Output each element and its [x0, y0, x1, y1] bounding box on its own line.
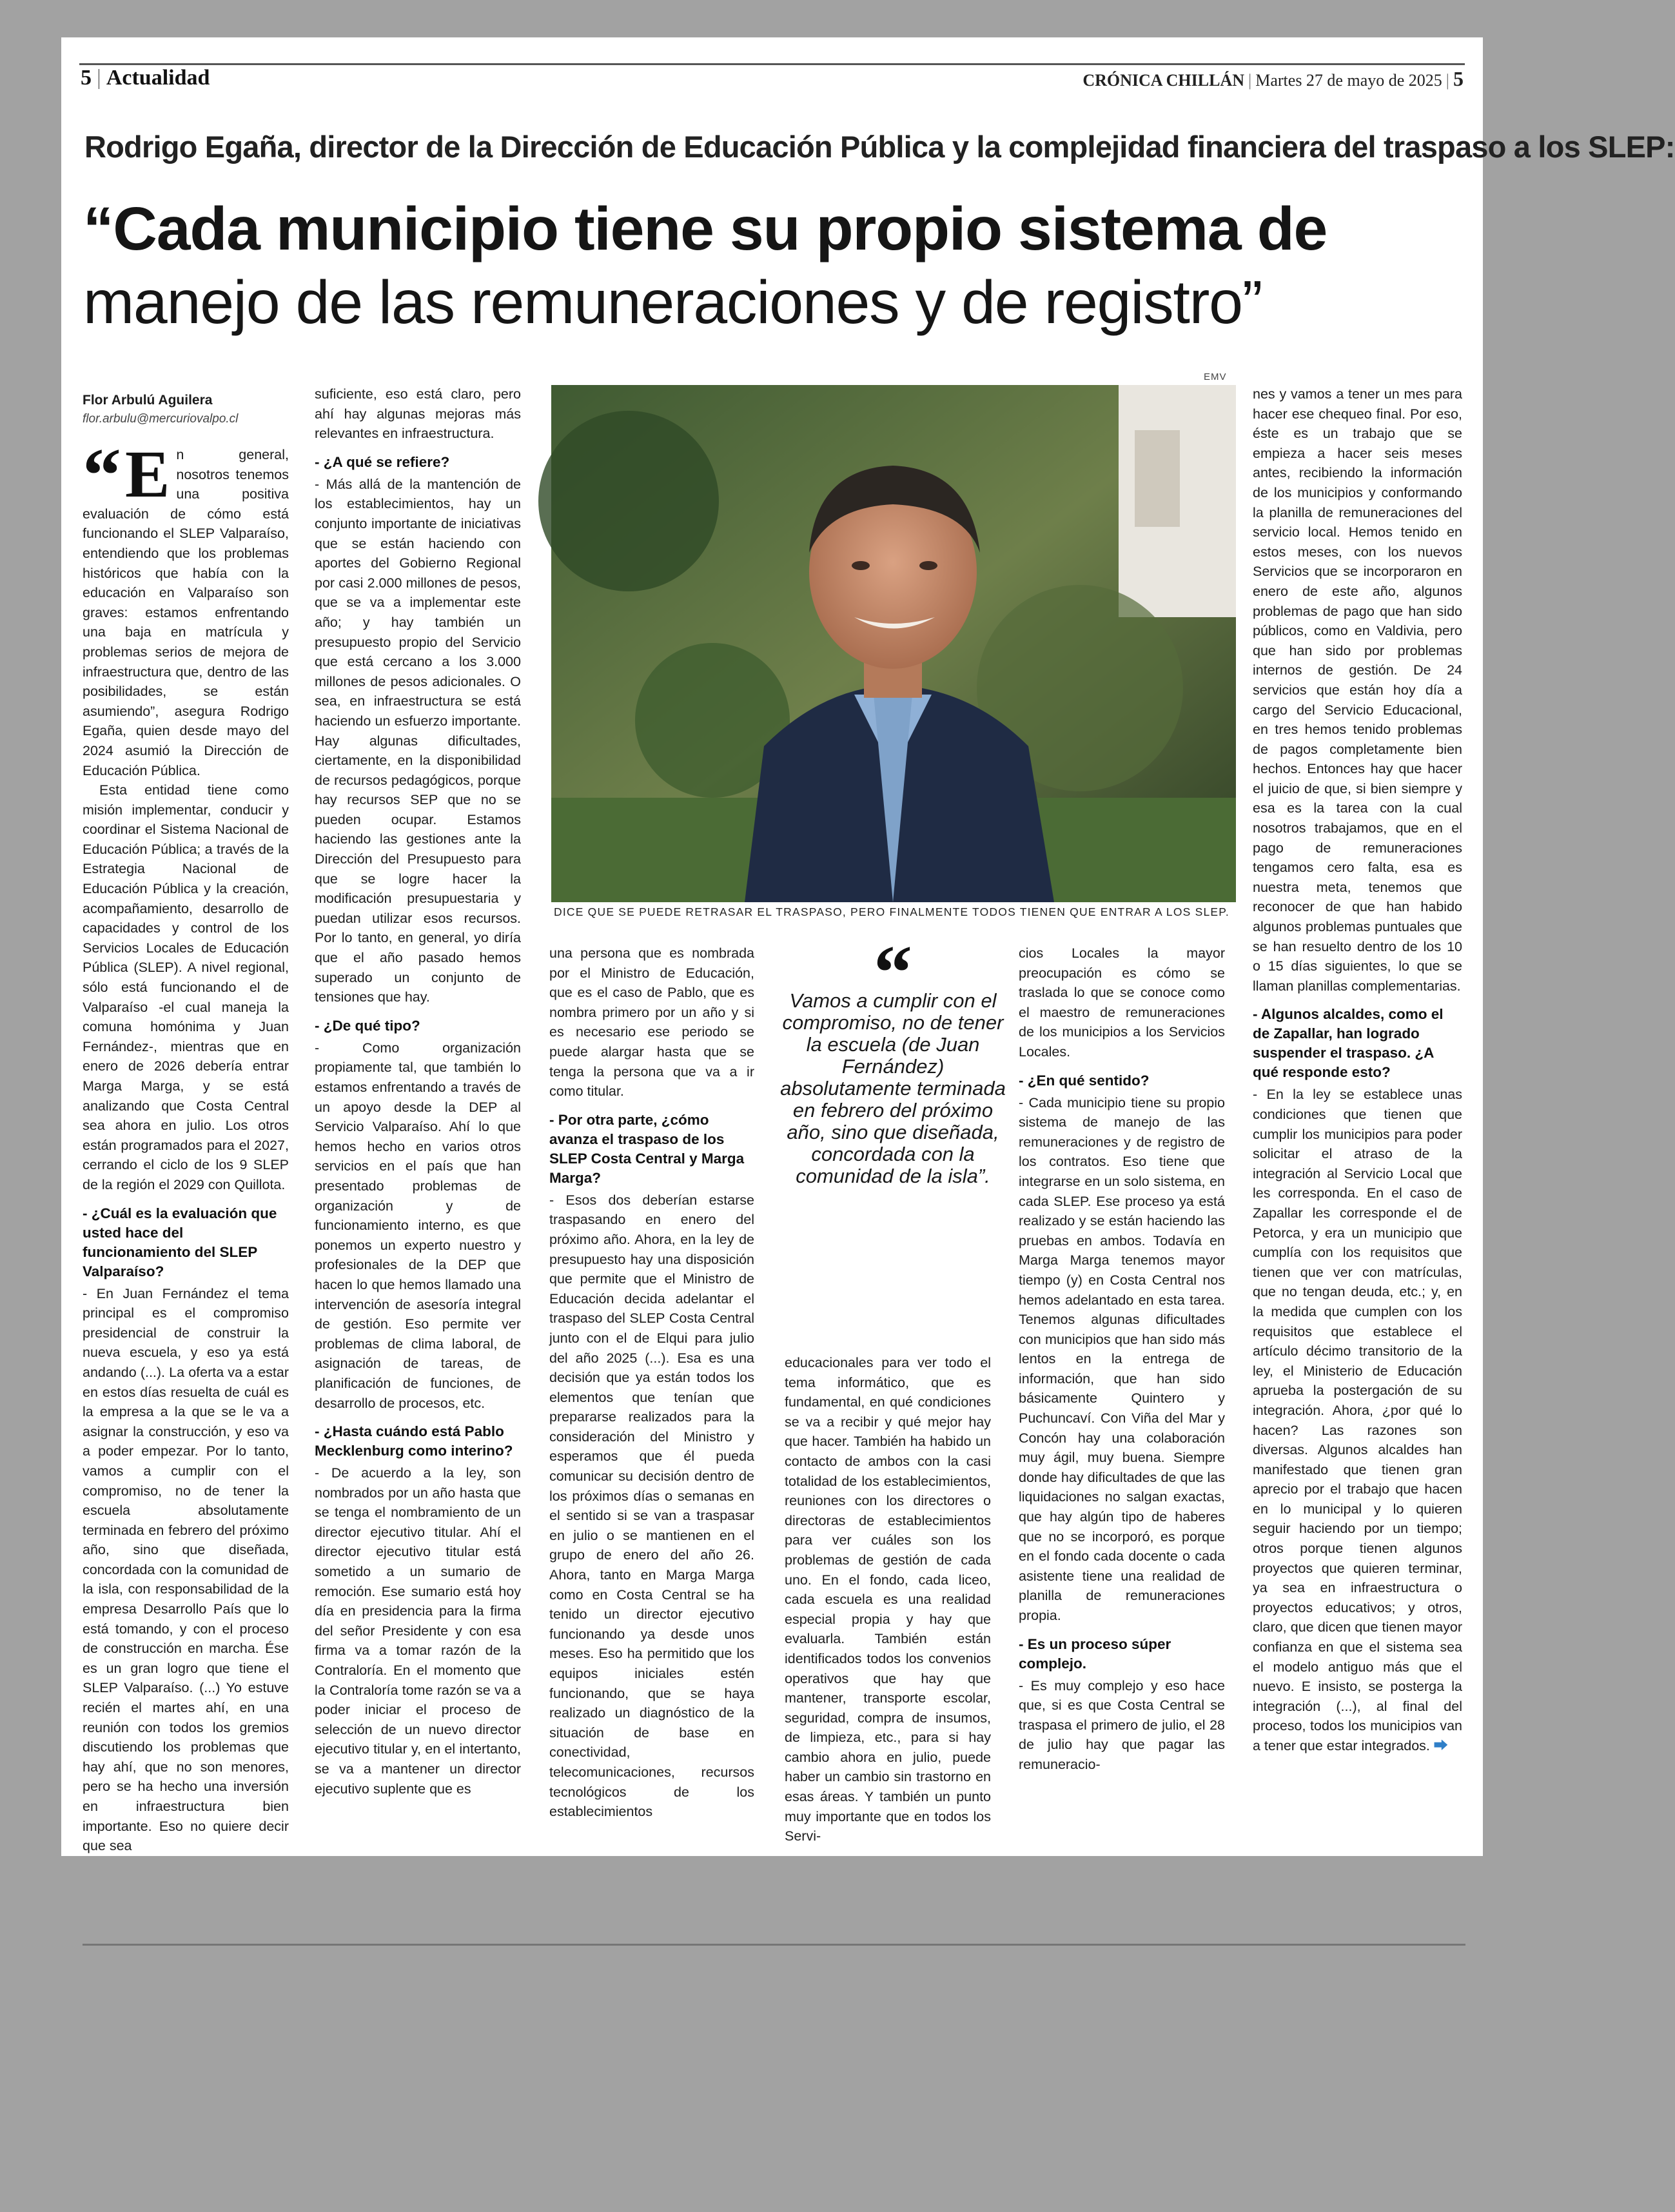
- answer-paragraph: - Más allá de la mantención de los establecimientos, hay un conjunto importante de iniciativas que se están haciendo con aportes del Gobierno Regional por casi 2.000 millones de pesos, que se va a implementar este año; y hay también un presupuesto propio del Servicio que está cercano a los 3.000 millones de pesos adicionales. O sea, en infraestructura se está haciendo un esfuerzo importante. Hay algunas dificultades, ciertamente, en la disponibilidad de recursos pedagógicos, porque hay recursos SEP que no se pueden ocupar. Estamos haciendo las gestiones ante la Dirección del Presupuesto para que se logre hacer la modificación presupuestaria y puedan utilizar esos recursos. Por lo tanto, en general, yo diría que el año pasado hemos superado un conjunto de tensiones que hay.: [315, 476, 521, 1005]
- answer-continuation: suficiente, eso está claro, pero ahí hay algunas mejoras más relevantes en infraestructura.: [315, 386, 521, 442]
- article-kicker: Rodrigo Egaña, director de la Dirección de Educación Pública y la complejidad financiera del traspaso a los SLEP:: [84, 130, 1675, 164]
- answer-paragraph: - Cada municipio tiene su propio sistema de manejo de las remuneraciones y de registro de los contratos. Eso tiene que integrarse en un solo sistema, en cada SLEP. Ese proceso ya está realizado y se están haciendo las pruebas en ambos. Todavía en Marga Marga tenemos mayor tiempo (y) en Costa Central nos hemos adelantado en esta tarea. Tenemos algunas dificultades con municipios que han sido más lentos en la entrega de información, que han sido básicamente Quintero y Puchuncaví. Con Viña del Mar y Concón hay una colaboración muy ágil, muy buena. Siempre donde hay dificultades de que las liquidaciones no salgan exactas, que hay algún tipo de haberes que no se incorporó, es porque en el fondo cada docente o cada asistente tiene una realidad de planilla de remuneraciones propia.: [1019, 1094, 1225, 1623]
- answer-continuation: nes y vamos a tener un mes para hacer ese chequeo final. Por eso, éste es un trabajo que se empieza a hacer seis meses antes, recibiendo la información de los municipios y conformando la planilla de remuneraciones del servicio local. Hemos tenido en estos meses, con los nuevos Servicios que se incorporaron en enero de este año, algunos problemas de pago que han sido públicos, como en Valdivia, pero que han sido por problemas internos de gestión. De 24 servicios que están hoy día a cargo del Servicio Educacional, en tres hemos tenido problemas de pagos completamente bien hechos. Entonces hay que hacer el juicio de que, si bien siempre y esa es la tarea con la cual nosotros trabajamos, que en el pago de remuneraciones tengamos cero falta, esa es nuestra meta, tenemos que reconocer de que han habido algunos problemas puntuales que se han resuelto dentro de los 10 o 15 días siguientes, lo que se llaman planillas complementarias.: [1253, 386, 1462, 994]
- header-separator: |: [1248, 71, 1252, 90]
- drop-cap: E: [125, 437, 170, 511]
- question-heading: - ¿En qué sentido?: [1019, 1072, 1150, 1089]
- photo-caption: DICE QUE SE PUEDE RETRASAR EL TRASPASO, PERO FINALMENTE TODOS TIENEN QUE ENTRAR A LOS SLEP.: [554, 905, 1229, 918]
- section-name: Actualidad: [106, 66, 210, 90]
- answer-paragraph: - Esos dos deberían estarse traspasando en enero del próximo año. Ahora, en la ley de presupuesto hay una disposición que permite que el Ministro de Educación decida adelantar el traspaso del SLEP Costa Central junto con el de Elqui para julio del año 2025 (...). Esa es una decisión que ya están todos los elementos que tenían que prepararse realizados para la consideración del Ministro y esperamos que él pueda comunicar su decisión dentro de los próximos días o semanas en el sentido si se van a traspasar en julio o se mantienen en el grupo de enero del año 26. Ahora, tanto en Marga Marga como en Costa Central se ha tenido un director ejecutivo funcionando ya desde unos meses. Eso ha permitido que los equipos iniciales estén funcionando, que se haya realizado un diagnóstico de la situación de base en conectividad, telecomunicaciones, recursos tecnológicos de los establecimientos: [549, 1192, 754, 1820]
- question-heading: - Algunos alcaldes, como el de Zapallar, han logrado suspender el traspaso. ¿A qué responde esto?: [1253, 1006, 1444, 1081]
- end-arrow-icon: ⮕: [1433, 1738, 1448, 1753]
- publication-date: Martes 27 de mayo de 2025: [1255, 71, 1442, 90]
- publication-name: CRÓNICA CHILLÁN: [1082, 71, 1245, 90]
- header-rule: [79, 63, 1465, 65]
- answer-paragraph: - En Juan Fernández el tema principal es el compromiso presidencial de construir la nueva escuela, y eso ya está andando (...). La oferta va a estar en estos días resuelta de cuál es la empresa a la que se le va a asignar la construcción, y eso va a poder empezar. Por lo tanto, vamos a cumplir con el compromiso, no de tener la escuela absolutamente terminada en febrero del próximo año, sino que diseñada, concordada con la comunidad de la isla, con responsabilidad de la empresa Desarrollo País que lo está tomando, y con el proceso de construcción en marcha. Ése es un gran logro que tiene el SLEP Valparaíso. (...) Yo estuve recién el martes ahí, en una reunión con todos los gremios discutiendo los problemas que hay ahí, que no son menores, pero se ha hecho una inversión en infraestructura bien importante. Eso no quiere decir que sea: [83, 1285, 289, 1854]
- answer-paragraph: - Como organización propiamente tal, que también lo estamos enfrentando a través de un apoyo desde la DEP al Servicio Valparaíso. Ahí lo que hemos hecho en varios otros servicios en el país que han presentado problemas de organización y de funcionamiento interno, es que ponemos un experto nuestro y profesionales de la DEP que hacen lo que hemos llamado una intervención de asesoría integral de gestión. Eso permite ver problemas de clima laboral, de asignación de tareas, de planificación de funciones, de desarrollo de procesos, etc.: [315, 1040, 521, 1411]
- header-separator: |: [97, 66, 101, 90]
- article-column-5: [1019, 943, 1225, 1842]
- portrait-photo: [551, 385, 1236, 902]
- bottom-rule: [83, 1944, 1465, 1946]
- article-column-4: [785, 1353, 991, 1842]
- body-paragraph: Esta entidad tiene como misión implementar, conducir y coordinar el Sistema Nacional de Educación Pública; a través de la Estrategia Nacional de Educación Pública y la creación, acompañamiento, desarrollo de capacidades y control de los Servicios Locales de Educación Pública (SLEP). A nivel regional, sólo está funcionando el de Valparaíso -el cual maneja la comuna homónima y Juan Fernández-, mientras que en enero de 2026 debería entrar Marga Marga, y se está analizando que Costa Central sea ahora en julio. Los otros están programados para el 2027, cerrando el ciclo de los 9 SLEP de la región el 2029 con Quillota.: [83, 782, 289, 1192]
- publication-header: [1082, 67, 1464, 91]
- article-column-2: [315, 384, 521, 1842]
- question-heading: - ¿A qué se refiere?: [315, 453, 450, 470]
- headline-line-2: manejo de las remuneraciones y de registro”: [83, 268, 1262, 337]
- portrait-illustration: [551, 385, 1236, 902]
- question-heading: - ¿Hasta cuándo está Pablo Mecklenburg como interino?: [315, 1423, 513, 1459]
- lead-quote-mark: “: [83, 432, 121, 518]
- question-heading: - ¿Cuál es la evaluación que usted hace del funcionamiento del SLEP Valparaíso?: [83, 1205, 277, 1279]
- author-email: flor.arbulu@mercuriovalpo.cl: [83, 412, 239, 426]
- answer-continuation: cios Locales la mayor preocupación es cómo se traslada lo que se conoce como el maestro de remuneraciones de los municipios a los Servicios Locales.: [1019, 945, 1225, 1060]
- answer-paragraph: - De acuerdo a la ley, son nombrados por un año hasta que se tenga el nombramiento de un director ejecutivo titular. Ahí el director ejecutivo titular está sometido a un sumario de remoción. Ese sumario está hoy día en presidencia para la firma del señor Presidente y con esa firma va a tomar razón de la Contraloría. En el momento que la Contraloría tome razón se va a poder iniciar el proceso de selección de un nuevo director ejecutivo titular y, en el intertanto, se va a mantener un director ejecutivo suplente que es: [315, 1465, 521, 1797]
- page-number-left: 5: [81, 66, 92, 90]
- article-column-3: [549, 943, 754, 1842]
- question-heading: - Es un proceso súper complejo.: [1019, 1635, 1171, 1672]
- header-separator: |: [1445, 71, 1449, 90]
- answer-paragraph: - Es muy complejo y eso hace que, si es que Costa Central se traspasa el primero de julio, el 28 de julio hay que pagar las remuneracio-: [1019, 1677, 1225, 1772]
- page-number-right: 5: [1453, 67, 1464, 90]
- answer-continuation: educacionales para ver todo el tema informático, que es fundamental, en qué condiciones se va a recibir y qué mejor hay que hacer. También ha habido un contacto de ambos con la casi totalidad de los establecimientos, reuniones con los directores o directoras de establecimientos para ver cuáles son los problemas de gestión de cada uno. En el fondo, cada liceo, cada escuela es una realidad especial propia y hay que evaluarla. También están identificados todos los convenios operativos que hay que mantener, transporte escolar, seguridad, compra de insumos, de limpieza, etc., para si hay cambio ahora en julio, puede haber un cambio sin trastorno en esas áreas. Y también un punto muy importante que en todos los Servi-: [785, 1355, 991, 1844]
- question-heading: - ¿De qué tipo?: [315, 1017, 420, 1034]
- author-name: Flor Arbulú Aguilera: [83, 393, 213, 408]
- pull-quote-mark: “: [874, 929, 912, 1015]
- newspaper-page: [61, 37, 1675, 1856]
- article-column-1: [83, 391, 289, 1854]
- pull-quote: [774, 929, 1012, 1187]
- pull-quote-text: Vamos a cumplir con el compromiso, no de tener la escuela (de Juan Fernández) absolutamente terminada en febrero del próximo año, sino que diseñada, concordada con la comunidad de la isla”.: [780, 989, 1006, 1187]
- lead-text: n general, nosotros tenemos una positiva evaluación de cómo está funcionando el SLEP Valparaíso, entendiendo que los problemas históricos que había con la educación en Valparaíso son graves: estamos enfrentando una baja en matrícula y problemas serios de mejora de infraestructura que, dentro de las posibilidades, se están asumiendo”, asegura Rodrigo Egaña, quien desde mayo del 2024 asumió la Dirección de Educación Pública.: [83, 447, 289, 778]
- section-header: [81, 66, 210, 90]
- answer-paragraph: [1253, 1085, 1462, 1755]
- question-heading: - Por otra parte, ¿cómo avanza el traspaso de los SLEP Costa Central y Marga Marga?: [549, 1111, 745, 1186]
- photo-credit: EMV: [1204, 371, 1227, 382]
- headline-line-1: “Cada municipio tiene su propio sistema de: [83, 195, 1327, 263]
- answer-text: - En la ley se establece unas condiciones que tienen que cumplir los municipios para poder solicitar el atraso de la integración al Servicio Local que les corresponda. En el caso de Zapallar les corresponde el de Petorca, y era un municipio que cumplía con los requisitos que tienen que ver con matrículas, que no tengan deuda, etc.; y, en la medida que cumplen con los requisitos que establece el artículo décimo transitorio de la ley, el Ministerio de Educación aprueba la postergación de su integración. Ahora, ¿por qué lo hacen? Las razones son diversas. Algunos alcaldes han manifestado que tienen gran aprecio por el trabajo que hacen en lo municipal y lo quieren seguir haciendo por un tiempo; otros porque tienen algunos proyectos que quieren terminar, ya sea en infraestructura o proyectos educativos; y otros, claro, que dicen que tienen mayor confianza en que el sistema sea el modelo antiguo más que el nuevo. E insisto, se posterga la integración (...), al final del proceso, todos los municipios van a tener que estar integrados.: [1253, 1087, 1462, 1753]
- byline: [83, 391, 289, 428]
- article-column-6: [1253, 384, 1462, 1842]
- answer-continuation: una persona que es nombrada por el Ministro de Educación, que es el caso de Pablo, que es nombra primero por un año y si es necesario ese periodo se puede alargar hasta que se tenga la persona que va a ir como titular.: [549, 945, 754, 1100]
- lead-paragraph: [83, 432, 289, 780]
- article-headline: [83, 192, 1469, 339]
